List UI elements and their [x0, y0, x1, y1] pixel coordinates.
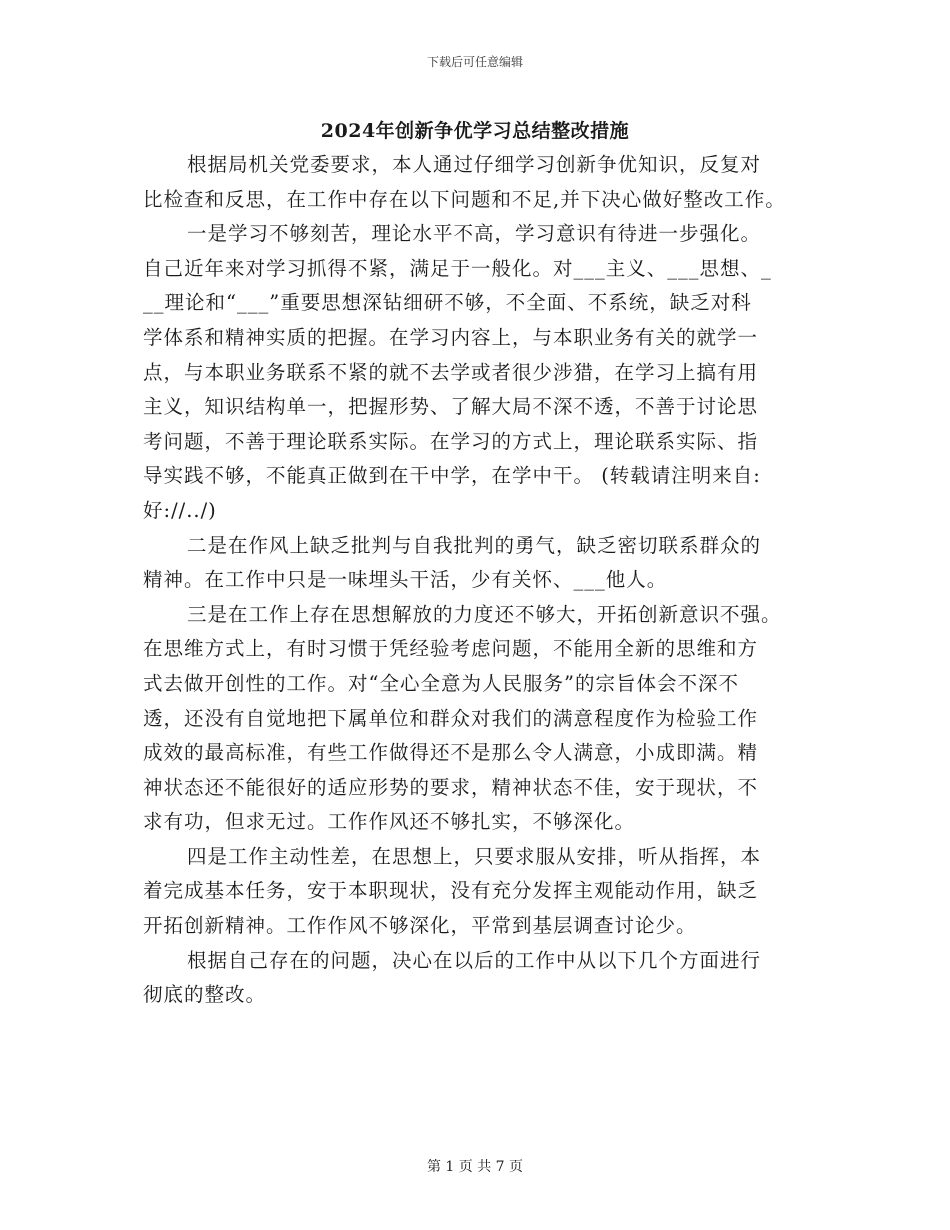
- paragraph-line: 根据自己存在的问题，决心在以后的工作中从以下几个方面进行: [187, 948, 762, 972]
- document-body: [143, 148, 823, 1013]
- paragraph-line: 开拓创新精神。工作作风不够深化，平常到基层调查讨论少。: [143, 914, 697, 938]
- paragraph-line: 好://../): [143, 498, 217, 522]
- paragraph-line: 透，还没有自觉地把下属单位和群众对我们的满意程度作为检验工作: [143, 706, 759, 730]
- paragraph-line: 比检查和反思，在工作中存在以下问题和不足,并下决心做好整改工作。: [143, 187, 786, 211]
- paragraph-line: 彻底的整改。: [143, 983, 267, 1007]
- paragraph-line: __理论和“___”重要思想深钻细研不够，不全面、不系统，缺乏对科: [143, 291, 752, 315]
- paragraph-line: 着完成基本任务，安于本职现状，没有充分发挥主观能动作用，缺乏: [143, 879, 759, 903]
- page-number: 第 1 页 共 7 页: [426, 1159, 524, 1175]
- paragraph-line: 四是工作主动性差，在思想上，只要求服从安排，听从指挥，本: [187, 844, 762, 868]
- paragraph-line: 精神。在工作中只是一味埋头干活，少有关怀、___他人。: [143, 568, 668, 592]
- paragraph-line: 成效的最高标准，有些工作做得还不是那么令人满意，小成即满。精: [143, 741, 759, 765]
- paragraph-line: 在思维方式上，有时习惯于凭经验考虑问题，不能用全新的思维和方: [143, 637, 759, 661]
- paragraph-line: 考问题，不善于理论联系实际。在学习的方式上，理论联系实际、指: [143, 429, 759, 453]
- document-title: 2024年创新争优学习总结整改措施: [320, 120, 630, 142]
- paragraph-line: 点，与本职业务联系不紧的就不去学或者很少涉猎，在学习上搞有用: [143, 360, 759, 384]
- paragraph-line: 神状态还不能很好的适应形势的要求，精神状态不佳，安于现状，不: [143, 775, 759, 799]
- paragraph-line: 学体系和精神实质的把握。在学习内容上，与本职业务有关的就学一: [143, 325, 759, 349]
- header-note: 下载后可任意编辑: [426, 55, 523, 69]
- paragraph-line: 式去做开创性的工作。对“全心全意为人民服务”的宗旨体会不深不: [143, 671, 739, 695]
- paragraph-line: 导实践不够，不能真正做到在干中学，在学中干。 (转载请注明来自:: [143, 464, 761, 488]
- paragraph-line: 二是在作风上缺乏批判与自我批判的勇气，缺乏密切联系群众的: [187, 533, 762, 557]
- paragraph-line: 一是学习不够刻苦，理论水平不高，学习意识有待进一步强化。: [187, 222, 762, 246]
- paragraph-line: 自己近年来对学习抓得不紧，满足于一般化。对___主义、___思想、_: [143, 256, 772, 280]
- paragraph-line: 三是在工作上存在思想解放的力度还不够大，开拓创新意识不强。: [187, 602, 782, 626]
- paragraph-line: 根据局机关党委要求，本人通过仔细学习创新争优知识，反复对: [187, 153, 762, 176]
- paragraph-line: 求有功，但求无过。工作作风还不够扎实，不够深化。: [143, 810, 636, 834]
- paragraph-line: 主义，知识结构单一，把握形势、了解大局不深不透，不善于讨论思: [143, 395, 759, 419]
